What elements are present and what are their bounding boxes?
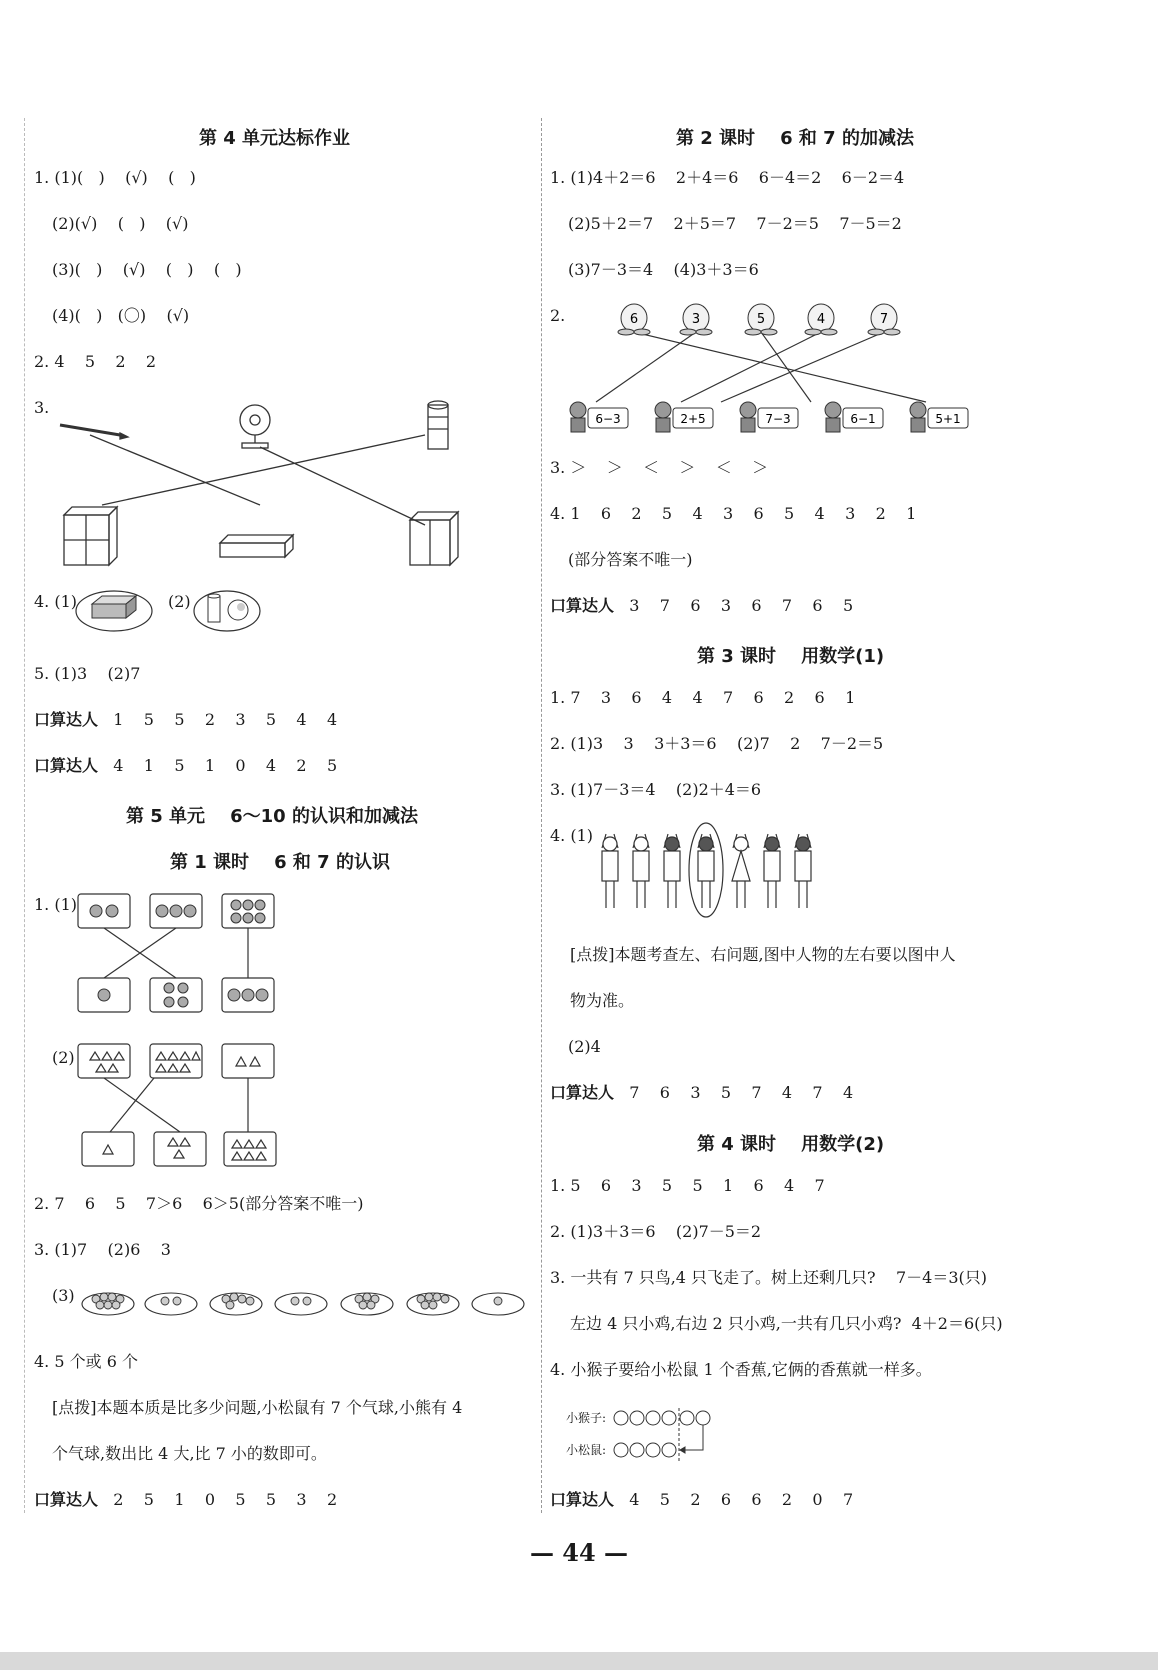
q4-figure-1	[74, 586, 154, 636]
left-margin-line	[24, 118, 25, 1513]
oral-row-2	[34, 756, 337, 776]
banana-compare-figure	[612, 1404, 732, 1464]
oral-values: 1 5 5 2 3 5 4 4	[113, 710, 338, 729]
l3-q2: 2. (1)3 3 3＋3＝6 (2)7 2 7－2＝5	[550, 734, 884, 753]
monkey-expression: 7−3	[765, 412, 791, 426]
q3-matching-figure	[50, 395, 470, 575]
l1-q2: 2. 7 6 5 7＞6 6＞5(部分答案不唯一)	[34, 1194, 364, 1213]
unit4-title: 第 4 单元达标作业	[199, 128, 351, 149]
r-q3: 3. ＞ ＞ ＜ ＞ ＜ ＞	[550, 458, 769, 477]
lesson2-title: 第 2 课时 6 和 7 的加减法	[676, 128, 914, 149]
l3-q4-2: (2)4	[568, 1037, 601, 1056]
children-figure	[596, 820, 836, 920]
peaches	[618, 304, 900, 335]
l4-q1: 1. 5 6 3 5 5 1 6 4 7	[550, 1176, 825, 1195]
oral-label: 口算达人	[550, 1083, 615, 1102]
oral-label: 口算达人	[550, 596, 615, 615]
monkey-expression: 6−1	[850, 412, 876, 426]
q3-label: 3.	[34, 398, 50, 417]
l1-q1-label: 1. (1)	[34, 895, 78, 914]
lesson3-title: 第 3 课时 用数学(1)	[697, 646, 885, 667]
monkeys	[570, 402, 968, 432]
bottom-band	[0, 1652, 1158, 1670]
squirrel-row-label: 小松鼠:	[566, 1443, 607, 1457]
q1-line4: (4)( ) (〇) (√)	[52, 306, 190, 325]
peach-number: 5	[756, 312, 766, 327]
l3-tip-line1: [点拨]本题考查左、右问题,图中人物的左右要以图中人	[570, 945, 956, 964]
oral-values: 3 7 6 3 6 7 6 5	[629, 596, 854, 615]
r-oral-row-1	[550, 596, 853, 616]
oral-values: 4 5 2 6 6 2 0 7	[629, 1490, 854, 1509]
l1-tip-line1: [点拨]本题本质是比多少问题,小松鼠有 7 个气球,小熊有 4	[52, 1398, 463, 1417]
peach-monkey-figure	[566, 302, 976, 437]
monkey-expression: 6−3	[595, 412, 621, 426]
l1-q4: 4. 5 个或 6 个	[34, 1352, 138, 1371]
l4-q3-line2: 左边 4 只小鸡,右边 2 只小鸡,一共有几只小鸡? 4＋2＝6(只)	[570, 1314, 1003, 1333]
oral-values: 7 6 3 5 7 4 7 4	[629, 1083, 854, 1102]
l1-tip-line2: 个气球,数出比 4 大,比 7 小的数即可。	[52, 1444, 327, 1463]
l3-q3: 3. (1)7－3＝4 (2)2＋4＝6	[550, 780, 762, 799]
q2-answer: 2. 4 5 2 2	[34, 352, 157, 371]
peach-number: 4	[816, 312, 826, 327]
oral-label: 口算达人	[34, 710, 99, 729]
q5-answer: 5. (1)3 (2)7	[34, 664, 141, 683]
l3-q1: 1. 7 3 6 4 4 7 6 2 6 1	[550, 688, 856, 707]
q1-line1: 1. (1)( ) (√) ( )	[34, 168, 196, 187]
monkey-expression: 5+1	[935, 412, 961, 426]
oral-values: 2 5 1 0 5 5 3 2	[113, 1490, 338, 1509]
r-q1-line1: 1. (1)4＋2＝6 2＋4＝6 6－4＝2 6－2＝4	[550, 168, 905, 187]
l4-q3-line1: 3. 一共有 7 只鸟,4 只飞走了。树上还剩几只? 7－4＝3(只)	[550, 1268, 988, 1287]
l4-q2: 2. (1)3＋3＝6 (2)7－5＝2	[550, 1222, 762, 1241]
dots-matching-figure	[70, 890, 290, 1020]
monkey-expression: 2+5	[680, 412, 706, 426]
unit5-title: 第 5 单元 6～10 的认识和加减法	[126, 806, 418, 827]
r-q4: 4. 1 6 2 5 4 3 6 5 4 3 2 1	[550, 504, 917, 523]
l1-q1-2-label: (2)	[52, 1048, 75, 1067]
triangles-matching-figure	[74, 1040, 294, 1170]
l1-q3-3-label: (3)	[52, 1286, 75, 1305]
lesson1-title: 第 1 课时 6 和 7 的认识	[170, 852, 390, 873]
monkey-row-label: 小猴子:	[566, 1411, 607, 1425]
peach-number: 3	[691, 312, 701, 327]
l3-tip-line2: 物为准。	[570, 991, 635, 1010]
r-q2-label: 2.	[550, 306, 566, 325]
q4-label-2: (2)	[168, 592, 191, 611]
oral-label: 口算达人	[34, 1490, 99, 1509]
q4-label-1: 4. (1)	[34, 592, 78, 611]
oral-values: 4 1 5 1 0 4 2 5	[113, 756, 338, 775]
oral-row-3	[34, 1490, 337, 1510]
r-q1-line2: (2)5＋2＝7 2＋5＝7 7－2＝5 7－5＝2	[568, 214, 902, 233]
r-oral-row-3	[550, 1490, 853, 1510]
oral-label: 口算达人	[550, 1490, 615, 1509]
q4-figure-2	[192, 586, 262, 636]
oral-label: 口算达人	[34, 756, 99, 775]
l3-q4-label: 4. (1)	[550, 826, 594, 845]
q1-line2: (2)(√) ( ) (√)	[52, 214, 189, 233]
page-number: — 44 —	[529, 1538, 629, 1567]
l1-q3: 3. (1)7 (2)6 3	[34, 1240, 171, 1259]
r-q4-note: (部分答案不唯一)	[568, 550, 693, 569]
plates-figure	[80, 1282, 520, 1322]
lesson4-title: 第 4 课时 用数学(2)	[697, 1134, 885, 1155]
r-q1-line3: (3)7－3＝4 (4)3＋3＝6	[568, 260, 759, 279]
peach-number: 6	[629, 312, 639, 327]
r-oral-row-2	[550, 1083, 853, 1103]
column-divider	[541, 118, 542, 1513]
oral-row-1	[34, 710, 337, 730]
l4-q4: 4. 小猴子要给小松鼠 1 个香蕉,它俩的香蕉就一样多。	[550, 1360, 932, 1379]
peach-number: 7	[879, 312, 889, 327]
q1-line3: (3)( ) (√) ( ) ( )	[52, 260, 242, 279]
